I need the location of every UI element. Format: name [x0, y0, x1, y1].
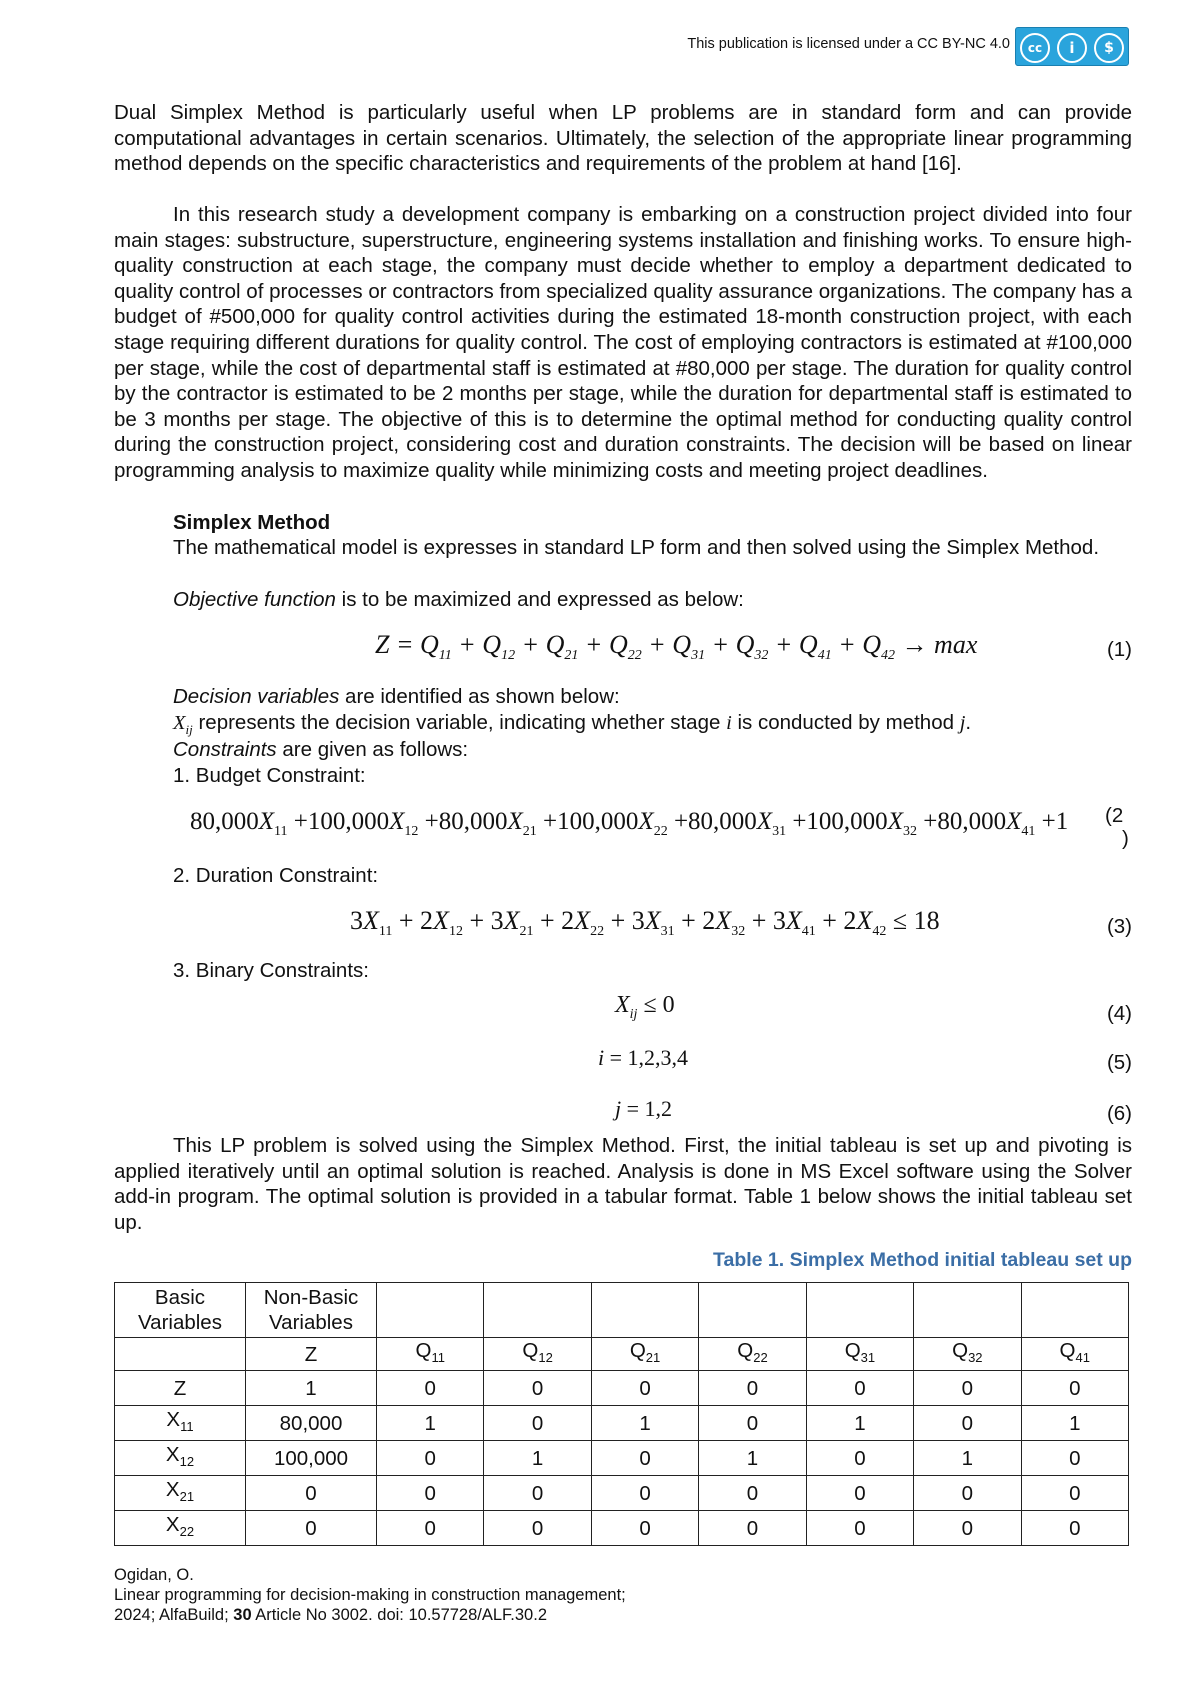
table-cell: 0 [377, 1441, 484, 1476]
table-row [115, 1406, 1129, 1441]
equation-number-4: (4) [1106, 1002, 1132, 1025]
constraints-line [173, 737, 468, 763]
attribution-icon: i [1057, 33, 1087, 63]
column-header-q12: $Q_{12}$ [484, 1338, 591, 1371]
row-label-x12: $X_{12}$ [115, 1441, 246, 1476]
table-cell: 0 [377, 1511, 484, 1546]
table-row [115, 1511, 1129, 1546]
section-heading: Simplex Method [173, 511, 331, 534]
table-cell: 0 [246, 1511, 377, 1546]
table-cell: 1 [591, 1406, 698, 1441]
column-header-q21: $Q_{21}$ [591, 1338, 698, 1371]
table-cell: 80,000 [246, 1406, 377, 1441]
column-header-q11: $Q_{11}$ [377, 1338, 484, 1371]
row-label-z: Z [115, 1371, 246, 1406]
equation-budget: $80,000X_{11} +100,000X_{12} +80,000X_{21} +100,000X_{22} +80,000X_{31} +100,000X_{32} +80,000X_{41} +1$ [190, 808, 1069, 839]
table-cell: 0 [591, 1476, 698, 1511]
constraints-label: Constraints [173, 738, 277, 761]
table-cell: 0 [806, 1371, 913, 1406]
row-label-x22: $X_{22}$ [115, 1511, 246, 1546]
row-label-x11: $X_{11}$ [115, 1406, 246, 1441]
table-cell: 0 [246, 1476, 377, 1511]
table-cell: 1 [484, 1441, 591, 1476]
table-cell: 0 [699, 1476, 806, 1511]
equation-duration: $3X_{11} + 2X_{12} + 3X_{21} + 2X_{22} + 3X_{31} + 2X_{32} + 3X_{41} + 2X_{42} \le 18$ [350, 906, 940, 940]
footer-citation [114, 1565, 626, 1625]
list-item-budget: 1. Budget Constraint: [173, 764, 366, 787]
equation-binary: $X_{ij} \le 0$ [615, 992, 675, 1022]
list-item-duration: 2. Duration Constraint: [173, 864, 379, 887]
table-header-row [115, 1283, 1129, 1338]
cc-icon: cc [1020, 33, 1050, 63]
footer-title: Linear programming for decision-making in construction management; [114, 1586, 626, 1604]
table-cell: 1 [699, 1441, 806, 1476]
equation-number-2b: ) [1122, 827, 1129, 850]
table-cell: 0 [914, 1371, 1021, 1406]
table-cell: 100,000 [246, 1441, 377, 1476]
table-cell: 0 [806, 1476, 913, 1511]
cc-by-nc-badge[interactable] [1015, 27, 1129, 66]
equation-i-range: i = 1,2,3,4 [598, 1045, 689, 1070]
table-cell: 0 [1021, 1511, 1128, 1546]
table-cell: 0 [914, 1406, 1021, 1441]
list-item-binary: 3. Binary Constraints: [173, 959, 369, 982]
table-cell: 0 [591, 1511, 698, 1546]
row-label-x21: $X_{21}$ [115, 1476, 246, 1511]
column-header-q22: $Q_{22}$ [699, 1338, 806, 1371]
table-cell: 0 [1021, 1371, 1128, 1406]
table-cell: 0 [591, 1371, 698, 1406]
equation-number-5: (5) [1106, 1051, 1132, 1074]
constraints-text: are given as follows: [276, 738, 469, 761]
xij-symbol: $X_{ij}$ [173, 712, 193, 738]
table-cell: 0 [699, 1511, 806, 1546]
noncommercial-icon: $ [1094, 33, 1124, 63]
table-cell: 0 [1021, 1476, 1128, 1511]
table-caption: Table 1. Simplex Method initial tableau set up [713, 1249, 1132, 1271]
table-row [115, 1476, 1129, 1511]
table-row [115, 1441, 1129, 1476]
table-cell: 0 [699, 1406, 806, 1441]
footer-reference: 2024; AlfaBuild; 30 Article No 3002. doi: 10.57728/ALF.30.2 [114, 1606, 547, 1624]
table-cell: 0 [377, 1371, 484, 1406]
table-cell: 0 [377, 1476, 484, 1511]
xij-definition: $X_{ij}$ represents the decision variable, indicating whether stage i is conducted by method j. [173, 711, 972, 738]
decision-variables-label: Decision variables [173, 685, 340, 708]
table-cell: 1 [246, 1371, 377, 1406]
paragraph-model: The mathematical model is expresses in standard LP form and then solved using the Simplex Method. [173, 536, 1100, 559]
objective-label: Objective function [173, 588, 336, 611]
table-cell: 0 [484, 1511, 591, 1546]
header-basic-variables: Basic Variables [115, 1283, 246, 1338]
table-cell: 0 [591, 1441, 698, 1476]
objective-text: is to be maximized and expressed as below: [335, 588, 744, 611]
column-header-q41: $Q_{41}$ [1021, 1338, 1128, 1371]
table-cell: 0 [1021, 1441, 1128, 1476]
equation-number-1: (1) [1106, 638, 1132, 661]
table-row [115, 1371, 1129, 1406]
decision-variables-text: are identified as shown below: [339, 685, 620, 708]
table-cell: 0 [699, 1371, 806, 1406]
table-cell: 0 [484, 1406, 591, 1441]
table-cell: 0 [484, 1371, 591, 1406]
equation-number-6: (6) [1106, 1102, 1132, 1125]
table-cell: 0 [806, 1441, 913, 1476]
license-notice: This publication is licensed under a CC BY-NC 4.0 [687, 36, 1010, 52]
table-cell: 0 [914, 1511, 1021, 1546]
table-cell: 1 [806, 1406, 913, 1441]
table-cell: 1 [377, 1406, 484, 1441]
column-header-q32: $Q_{32}$ [914, 1338, 1021, 1371]
column-header-z: Z [246, 1338, 377, 1371]
table-cell: 0 [806, 1511, 913, 1546]
paragraph-solution: This LP problem is solved using the Simplex Method. First, the initial tableau is set up and pivoting is applied iteratively until an optimal solution is reached. Analysis is done in MS Excel software using the Solver add-in program. The optimal solution is provided in a tabular format. Table 1 below shows the initial tableau set up. [114, 1134, 1132, 1234]
column-header-q31: $Q_{31}$ [806, 1338, 913, 1371]
decision-variables-line [173, 684, 620, 710]
header-nonbasic-variables: Non-Basic Variables [246, 1283, 377, 1338]
paragraph-dual-simplex: Dual Simplex Method is particularly useful when LP problems are in standard form and can provide computational advantages in certain scenarios. Ultimately, the selection of the appropriate linear programming method depends on the specific characteristics and requirements of the problem at hand [16]. [114, 101, 1132, 176]
equation-objective: $Z = Q_{11} + Q_{12} + Q_{21} + Q_{22} + Q_{31} + Q_{32} + Q_{41} + Q_{42} \to \max$ [375, 630, 978, 664]
equation-number-2a: (2 [1105, 804, 1124, 827]
paragraph-research-study: In this research study a development company is embarking on a construction project divided into four main stages: substructure, superstructure, engineering systems installation and finishing works. To ensure high-quality construction at each stage, the company must decide whether to employ a department dedicated to quality control of processes or contractors from specialized quality assurance organizations. The company has a budget of #500,000 for quality control activities during the estimated 18-month construction project, with each stage requiring different durations for quality control. The cost of employing contractors is estimated at #100,000 per stage, while the cost of departmental staff is estimated at #80,000 per stage. The duration for quality control by the contractor is estimated to be 2 months per stage, while the duration for departmental staff is estimated to be 3 months per stage. The objective of this is to determine the optimal method for conducting quality control during the construction project, considering cost and duration constraints. The decision will be based on linear programming analysis to maximize quality while minimizing costs and meeting project deadlines. [114, 203, 1132, 482]
table-cell: 1 [1021, 1406, 1128, 1441]
simplex-tableau [114, 1282, 1129, 1546]
table-cell: 1 [914, 1441, 1021, 1476]
equation-number-3: (3) [1106, 915, 1132, 938]
table-cell: 0 [914, 1476, 1021, 1511]
equation-j-range: j = 1,2 [615, 1096, 673, 1121]
objective-line [173, 587, 744, 613]
table-cell: 0 [484, 1476, 591, 1511]
table-column-row [115, 1338, 1129, 1371]
footer-volume: 30 [233, 1606, 252, 1624]
footer-author: Ogidan, O. [114, 1566, 194, 1584]
